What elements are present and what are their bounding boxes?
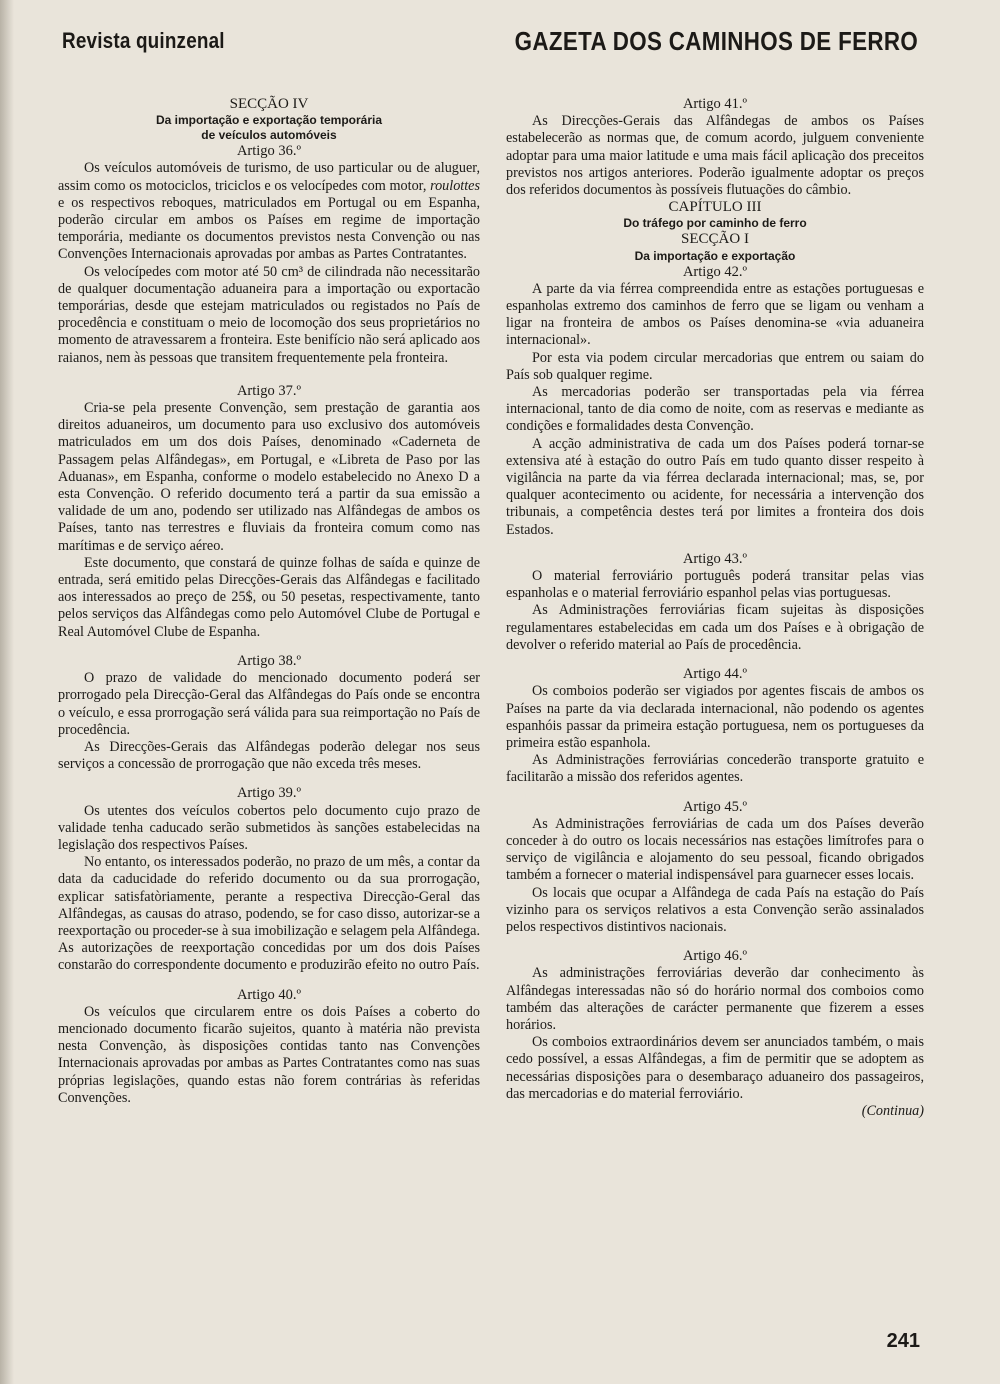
paragraph: O material ferroviário português poderá transitar pelas vias espanholas e o material ferroviário espanhol pelas vias portuguesas.: [506, 568, 924, 602]
article-title: Artigo 36.º: [236, 143, 302, 160]
section-subtitle: Da importação e exportação temporária: [155, 113, 383, 128]
paragraph: A acção administrativa de cada um dos Países poderá tornar-se extensiva até à estação do outro País em tudo quanto disser respeito à vigilância na parte da via férrea declarada internacional; mas, se, por qualquer acontecimento ou acidente, for necessária a intervenção dos tribunais, a competência destes terá por limites a fronteira dos dois Estados.: [506, 435, 924, 538]
paragraph: Os comboios poderão ser vigiados por agentes fiscais de ambos os Países na parte da via declarada internacional, não podendo os agentes espanhóis passar da primeira estação portuguesa, nem os portugueses da primeira estão espanhola.: [506, 683, 924, 751]
article-title: Artigo 44.º: [682, 666, 748, 683]
article-title: Artigo 39.º: [236, 785, 302, 802]
paragraph: As Administrações ferroviárias concederão transporte gratuito e facilitarão a missão dos referidos agentes.: [506, 752, 924, 786]
paragraph: Os locais que ocupar a Alfândega de cada País na estação do País vizinho para os serviços relativos a esta Convenção serão assinalados pelos respectivos distintivos nacionais.: [506, 884, 924, 935]
article-title: Artigo 40.º: [236, 986, 302, 1003]
paragraph: Os veículos automóveis de turismo, de uso particular ou de aluguer, assim como os motociclos, triciclos e os velocípedes com motor, roulottes e os respectivos reboques, matriculados em Portugal ou em Espanha, poderão circular em ambos os Países em regime de importação temporária, mediante os documentos previstos nesta Convenção ou nas Convenções Internacionais aprovadas por ambas as Partes Contratantes.: [58, 160, 480, 263]
header-left: Revista quinzenal: [62, 28, 225, 53]
article-title: Artigo 41.º: [682, 96, 748, 112]
paragraph: O prazo de validade do mencionado documento poderá ser prorrogado pela Direcção-Geral das Alfândegas do País onde se encontra o veículo, e essa prorrogação será válida para sua reimportação no País de procedência.: [58, 670, 480, 738]
paragraph: Os comboios extraordinários devem ser anunciados também, o mais cedo possível, a essas Alfândegas, a fim de permitir que se adoptem as necessárias disposições para o desembaraço aduaneiro dos passageiros, das mercadorias e do material ferroviário.: [506, 1034, 924, 1102]
paragraph: Os veículos que circularem entre os dois Países a coberto do mencionado documento ficarão sujeitos, quanto à matéria não prevista nesta Convenção, às disposições contidas tanto nas Convenções Internacionais aprovadas por ambas as Partes Contratantes como nas suas próprias legislações, quando estas não forem contrárias às referidas Convenções.: [58, 1003, 480, 1106]
header-right: GAZETA DOS CAMINHOS DE FERRO: [514, 26, 918, 56]
paragraph: As Administrações ferroviárias ficam sujeitas às disposições regulamentares estabelecidas em cada um dos Países e à obrigação de devolver o referido material ao País de procedência.: [506, 602, 924, 653]
paragraph: As Administrações ferroviárias de cada um dos Países deverão conceder à do outro os locais necessários nas estações limítrofes para o serviço de vigilância e alojamento do seu pessoal, ficando obrigados também a fornecer o material indispensável para guarnecer esses locais.: [506, 815, 924, 884]
paragraph: As mercadorias poderão ser transportadas pela via férrea internacional, tanto de dia como de noite, com as reservas e mediante as condições e formalidades desta Convenção.: [506, 384, 924, 435]
left-column: [58, 96, 480, 1107]
section-subtitle: de veículos automóveis: [201, 128, 337, 143]
paragraph: Os velocípedes com motor até 50 cm³ de cilindrada não necessitarão de qualquer documentação aduaneira para a importação ou exportacão temporárias, desde que estejam matriculados ou registados no País de procedência e constituam o meio de locomoção dos seus proprietários no momento de atravessarem a fronteira. Este benifício não será aplicado aos raianos, nem às pessoas que transitem frequentemente pela fronteira.: [58, 263, 480, 366]
article-title: Artigo 37.º: [236, 382, 302, 399]
section-subtitle: Da importação e exportação: [634, 248, 796, 263]
article-title: Artigo 45.º: [682, 798, 748, 815]
paragraph: A parte da via férrea compreendida entre as estações portuguesas e espanholas extremo dos caminhos de ferro que se ligam ou venham a ligar na fronteira de ambos os Países denomina-se «via aduaneira internacional».: [506, 280, 924, 349]
page-number: 241: [886, 1330, 920, 1352]
chapter-heading: CAPÍTULO III: [668, 199, 762, 216]
paragraph: As administrações ferroviárias deverão dar conhecimento às Alfândegas interessadas não só do horário normal dos comboios como também das alterações de carácter permanente que fizerem a esses horários.: [506, 965, 924, 1033]
chapter-subtitle: Do tráfego por caminho de ferro: [623, 216, 807, 231]
article-title: Artigo 43.º: [682, 550, 748, 567]
paragraph: Por esta via podem circular mercadorias que entrem ou saiam do País sob qualquer regime.: [506, 349, 924, 383]
paragraph: Este documento, que constará de quinze folhas de saída e quinze de entrada, será emitido pelas Direcções-Gerais das Alfândegas e facilitado aos interessados ao preço de 25$, ou 50 pesetas, respectivamente, tanto pelos serviços das Alfândegas como pelo Automóvel Clube de Portugal e Real Automóvel Clube de Espanha.: [58, 554, 480, 640]
article-title: Artigo 42.º: [682, 263, 748, 280]
right-column: [506, 96, 924, 1120]
paragraph: No entanto, os interessados poderão, no prazo de um mês, a contar da data da caducidade do referido documento ou da sua prorrogação, explicar satisfatòriamente, perante a respectiva Direcção-Geral das Alfândegas, as causas do atraso, podendo, se for caso disso, autorizar-se a reexportação ou proceder-se à sua imobilização e selagem pela Alfândega. As autorizações de reexportação concedidas por um dos dois Países constarão do correspondente documento e produzirão efeito no outro País.: [58, 854, 480, 974]
paragraph: Cria-se pela presente Convenção, sem prestação de garantia aos direitos aduaneiros, um documento para uso exclusivo dos automóveis matriculados em um dos dois Países, denominado «Caderneta de Passagem pelas Alfândegas», em Portugal, e «Libreta de Paso por las Aduanas», em Espanha, conforme o modelo estabelecido no Anexo D a esta Convenção. O referido documento terá a partir da sua emissão a validade de um ano, podendo ser utilizado nas Alfândegas de ambos os Países, tanto nas terrestres e fluviais da fronteira comum como nas marítimas e de serviço aéreo.: [58, 400, 480, 554]
article-title: Artigo 46.º: [682, 948, 748, 965]
article-title: Artigo 38.º: [236, 652, 302, 669]
paragraph: Os utentes dos veículos cobertos pelo documento cujo prazo de validade tenha caducado serão submetidos às sanções estabelecidas na legislação dos respectivos Países.: [58, 802, 480, 853]
section-heading: SECÇÃO IV: [229, 96, 309, 112]
continued-note: (Continua): [861, 1102, 924, 1119]
paragraph: As Direcções-Gerais das Alfândegas de ambos os Países estabelecerão as normas que, de comum acordo, julguem conveniente adoptar para uma maior latitude e uma mais fácil aplicação dos preceitos previstos nos artigos anteriores. Poderão igualmente adoptar os preços dos referidos documentos às possíveis flutuações do câmbio.: [506, 113, 924, 199]
paragraph: As Direcções-Gerais das Alfândegas poderão delegar nos seus serviços a concessão de prorrogação que não exceda três meses.: [58, 738, 480, 773]
section-heading: SECÇÃO I: [681, 231, 749, 248]
